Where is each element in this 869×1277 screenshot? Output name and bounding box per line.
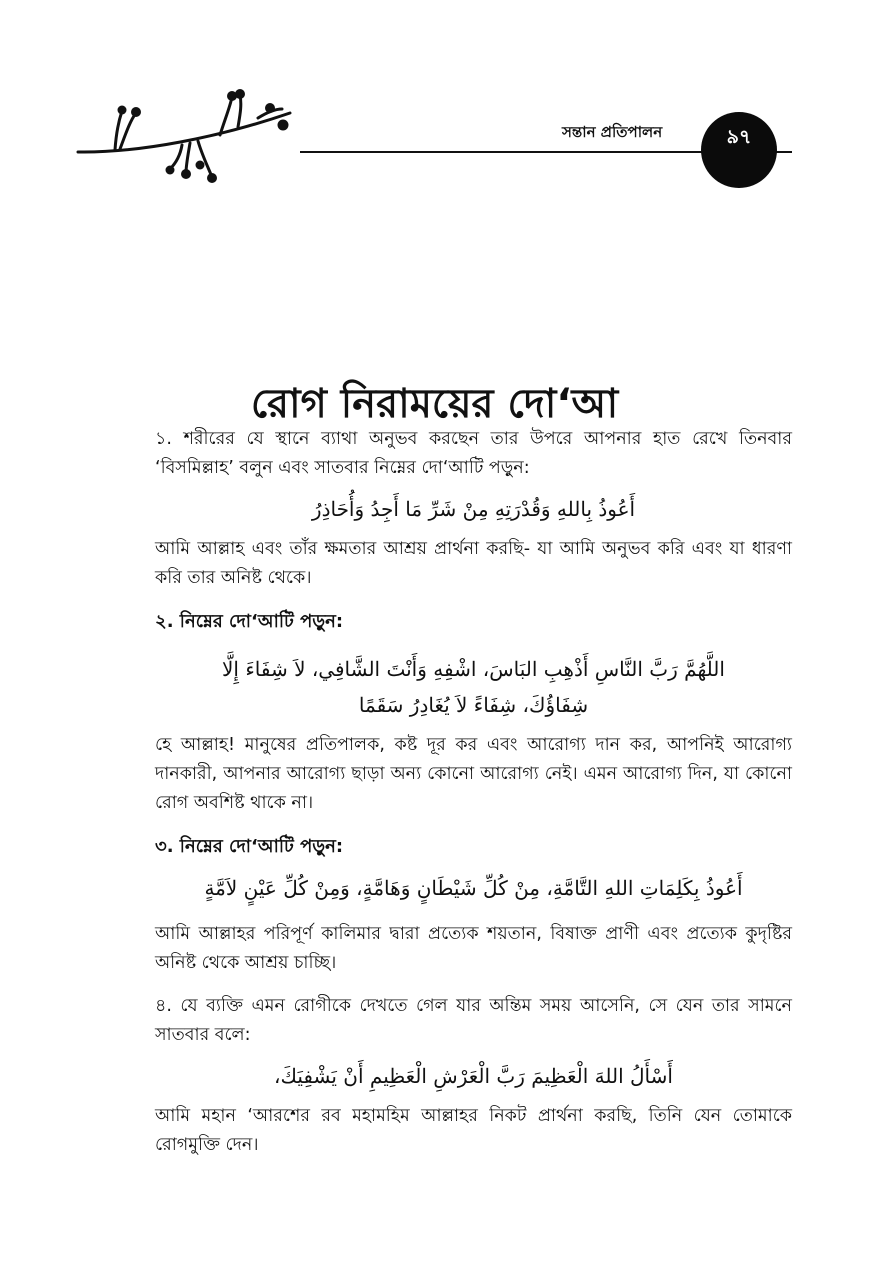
section-4-instruction: ৪. যে ব্যক্তি এমন রোগীকে দেখতে গেল যার অন্তিম সময় আসেনি, সে যেন তার সামনে সাতবার বলে: — [155, 996, 792, 1045]
section-1-translation: আমি আল্লাহ এবং তাঁর ক্ষমতার আশ্রয় প্রার্থনা করছি- যা আমি অনুভব করি এবং যা ধারণা করি তার অনিষ্ট থেকে। — [155, 539, 792, 588]
section-4-translation: আমি মহান ‘আরশের রব মহামহিম আল্লাহর নিকট প্রার্থনা করছি, তিনি যেন তোমাকে রোগমুক্তি দেন। — [155, 1106, 792, 1155]
branch-ornament-icon — [70, 85, 310, 190]
section-3-instruction: ৩. নিম্নের দো‘আটি পড়ুন: — [155, 836, 344, 857]
page-number-badge — [701, 112, 777, 188]
section-4-arabic: أَسْأَلُ اللهَ الْعَظِيمَ رَبَّ الْعَرْشِ الْعَظِيمِ أَنْ يَشْفِيَكَ، — [274, 1064, 673, 1088]
dua-content — [155, 425, 792, 1160]
section-2-translation: হে আল্লাহ! মানুষের প্রতিপালক, কষ্ট দূর কর এবং আরোগ্য দান কর, আপনিই আরোগ্য দানকারী, আপনার আরোগ্য ছাড়া অন্য কোনো আরোগ্য নেই। এমন আরোগ্য দিন, যা কোনো রোগ অবশিষ্ট থাকে না। — [155, 735, 792, 813]
page-number: ৯৭ — [726, 126, 752, 148]
section-2-arabic-line-2: شِفَاؤُكَ، شِفَاءً لاَ يُغَادِرُ سَقَمًا — [358, 693, 589, 717]
section-1-arabic: أَعُوذُ بِاللهِ وَقُدْرَتِهِ مِنْ شَرِّ مَا أَجِدُ وَأُحَاذِرُ — [311, 497, 636, 521]
section-3-arabic: أَعُوذُ بِكَلِمَاتِ اللهِ التَّامَّةِ، مِنْ كُلِّ شَيْطَانٍ وَهَامَّةٍ، وَمِنْ كُلِّ عَيْنٍ لاَمَّةٍ — [204, 876, 743, 900]
page-title: রোগ নিরাময়ের দো‘আ — [250, 380, 619, 427]
section-1-instruction: ১. শরীরের যে স্থানে ব্যাথা অনুভব করছেন তার উপরে আপনার হাত রেখে তিনবার ‘বিসমিল্লাহ’ বলুন এবং সাতবার নিম্নের দো‘আটি পড়ুন: — [155, 429, 792, 478]
section-2-instruction: ২. নিম্নের দো‘আটি পড়ুন: — [155, 611, 344, 632]
page-header — [0, 0, 869, 200]
section-3-translation: আমি আল্লাহর পরিপূর্ণ কালিমার দ্বারা প্রত্যেক শয়তান, বিষাক্ত প্রাণী এবং প্রত্যেক কুদৃষ্টির অনিষ্ট থেকে আশ্রয় চাচ্ছি। — [155, 924, 792, 973]
section-2-arabic-line-1: اللَّهُمَّ رَبَّ النَّاسِ أَذْهِبِ البَاسَ، اشْفِهِ وَأَنْتَ الشَّافِي، لاَ شِفَاءَ إِلَّا — [222, 657, 725, 681]
running-title: সন্তান প্রতিপালন — [562, 123, 663, 141]
